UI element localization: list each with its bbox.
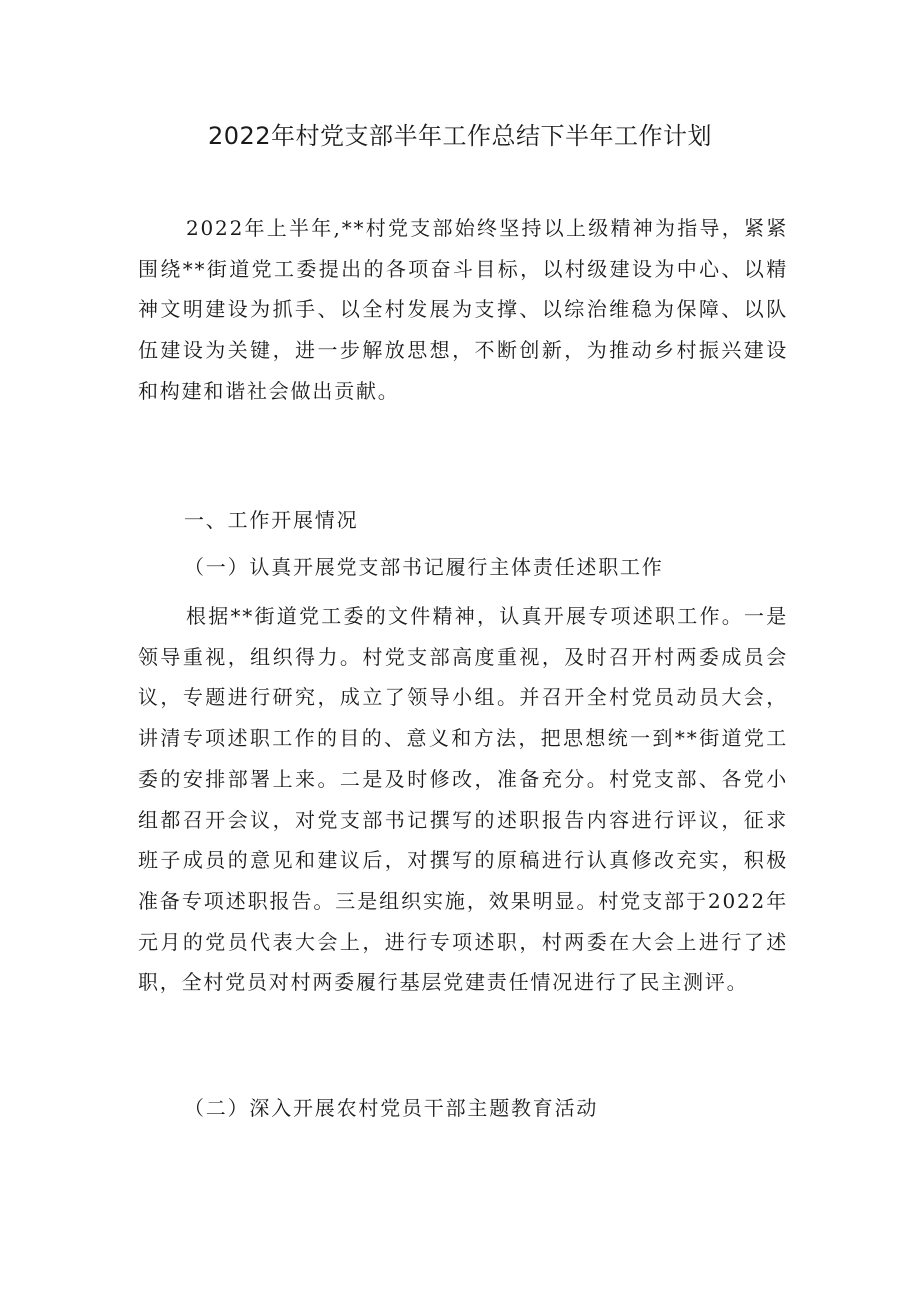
intro-paragraph: 2022年上半年,**村党支部始终坚持以上级精神为指导，紧紧围绕**街道党工委提出的各项奋斗目标，以村级建设为中心、以精神文明建设为抓手、以全村发展为支撑、以综治维稳为保障、以队伍建设为关键，进一步解放思想，不断创新，为推动乡村振兴建设和构建和谐社会做出贡献。 bbox=[138, 216, 788, 403]
subsection-1-paragraph: 根据**街道党工委的文件精神，认真开展专项述职工作。一是领导重视，组织得力。村党支部高度重视，及时召开村两委成员会议，专题进行研究，成立了领导小组。并召开全村党员动员大会，讲清专项述职工作的目的、意义和方法，把思想统一到**街道党工委的安排部署上来。二是及时修改，准备充分。村党支部、各党小组都召开会议，对党支部书记撰写的述职报告内容进行评议，征求班子成员的意见和建议后，对撰写的原稿进行认真修改充实，积极准备专项述职报告。三是组织实施，效果明显。村党支部于2022年元月的党员代表大会上，进行专项述职，村两委在大会上进行了述职，全村党员对村两委履行基层党建责任情况进行了民主测评。 bbox=[138, 604, 788, 995]
subsection-heading-1: （一）认真开展党支部书记履行主体责任述职工作 bbox=[184, 555, 664, 579]
subsection-heading-2: （二）深入开展农村党员干部主题教育活动 bbox=[184, 1096, 599, 1120]
document-title: 2022年村党支部半年工作总结下半年工作计划 bbox=[207, 122, 713, 150]
section-heading-work-status: 一、工作开展情况 bbox=[184, 508, 359, 532]
